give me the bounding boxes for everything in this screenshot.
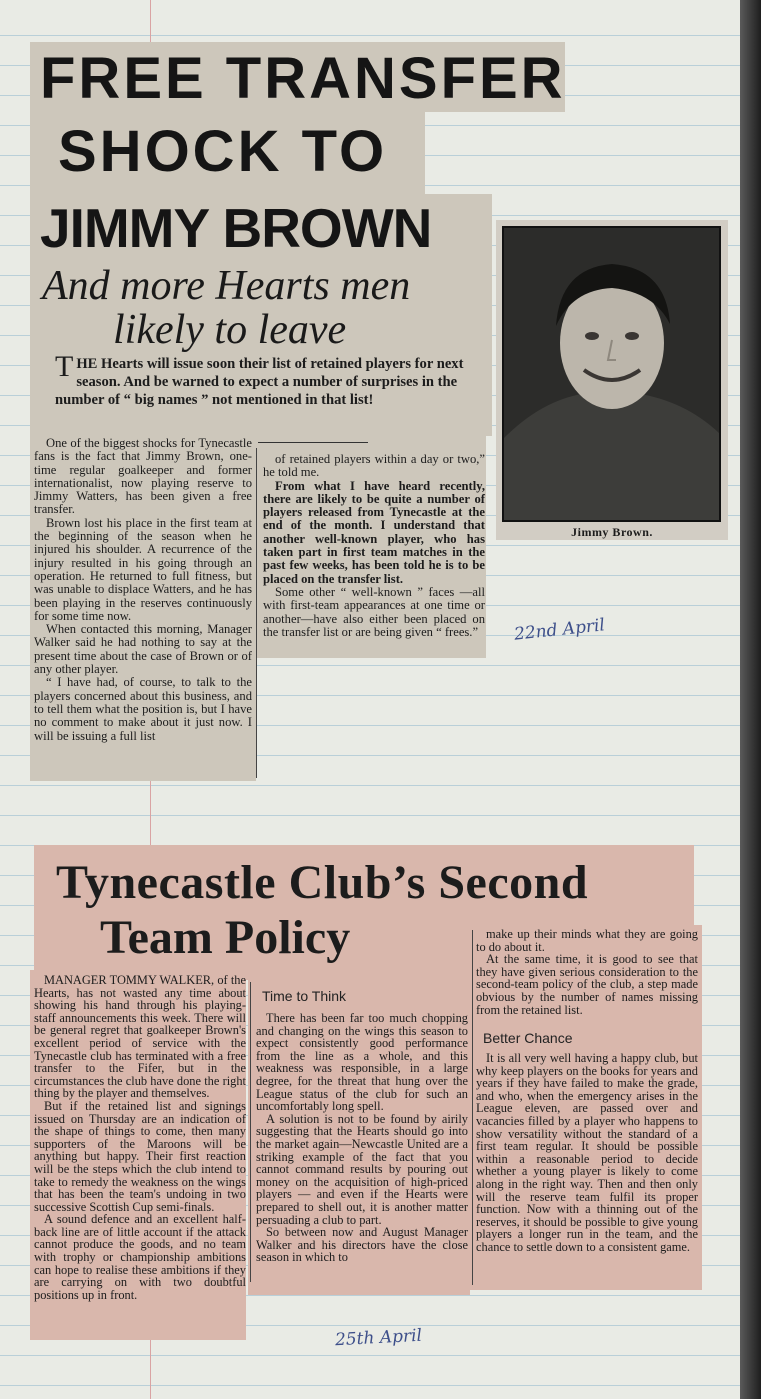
paragraph: MANAGER TOMMY WALKER, of the Hearts, has not wasted any time about showing his hand through his playing-staff announcements this week. There will be general regret that goalkeeper Brown's excellent period of service with the Tynecastle club has terminated with a free transfer to the Fifer, but in the circumstances the club have done the right thing by the player and themselves. bbox=[34, 973, 246, 1101]
paragraph: It is all very well having a happy club, but why keep players on the books for years and years if they have failed to make the grade, and who, when the emergency arises in the League eleven, are passed over and vacancies filled by a player who happens to show versatility without the standard of a first team regular. It should be possible within a reasonable period to decide whether a young player is likely to come along in the right way. Then and then only will the reserve team fulfil its proper function. Now with a thinning out of the reserves, it should be possible to give young players a longer run in the team, and the chance to settle down to a consistent game. bbox=[476, 1051, 698, 1254]
paragraph: Brown lost his place in the first team at the beginning of the season when he injured his shoulder. A recurrence of the injury resulted in his going through an operation. He returned to full fitness, but was unable to displace Watters, and he has been playing in the reserves continuously for some time now. bbox=[34, 515, 252, 623]
column-divider bbox=[472, 930, 473, 1285]
portrait-photo bbox=[502, 226, 721, 522]
paragraph: “ I have had, of course, to talk to the players concerned about this business, and to tell them what the position is, but I have no comment to make about it just now. I will be issuing a full list bbox=[34, 675, 252, 743]
column-rule bbox=[258, 442, 368, 443]
subheadline-line-2: likely to leave bbox=[113, 307, 347, 353]
headline-line-2: SHOCK TO bbox=[58, 119, 388, 184]
paragraph: Some other “ well-known ” faces —all with first-team appearances at one time or another—have also either been placed on the transfer list or are being given “ frees.” bbox=[263, 584, 485, 639]
paragraph-bold: From what I have heard recently, there are likely to be quite a number of players released from Tynecastle at the end of the month. I understand that another well-known player, who has taken part in first team matches in the past few weeks, has been told he is to be placed on the transfer list. bbox=[263, 478, 485, 586]
paragraph: A solution is not to be found by airily suggesting that the Hearts should go into the market again—Newcastle United are a striking example of the fact that you cannot command results by pouring out money on the acquisition of high-priced players — and even if the Hearts were prepared to shell out, it is another matter persuading a club to part. bbox=[256, 1111, 468, 1227]
paragraph: A sound defence and an excellent half-back line are of little account if the attack cannot produce the goods, and no team with trophy or championship ambitions can hope to realise these ambitions if they are carrying on with two doubtful positions up in front. bbox=[34, 1212, 246, 1302]
headline-line-3: JIMMY BROWN bbox=[40, 197, 432, 259]
column-divider bbox=[250, 982, 251, 1282]
photo-caption: Jimmy Brown. bbox=[571, 525, 653, 539]
paragraph: So between now and August Manager Walker and his directors have the close season in which to bbox=[256, 1225, 468, 1265]
article-column-1 bbox=[34, 974, 246, 1301]
lead-paragraph bbox=[55, 350, 487, 409]
handwritten-date: 25th April bbox=[334, 1325, 423, 1351]
paragraph: But if the retained list and signings issued on Thursday are an indication of the shape of things to come, then many supporters of the Maroons will be anything but happy. Their first reaction will be the steps which the club intend to take to remedy the weakness on the wings that has been the team's undoing in two successive Scottish Cup semi-finals. bbox=[34, 1098, 246, 1214]
paragraph: of retained players within a day or two,” he told me. bbox=[263, 452, 485, 480]
lead-text: HE Hearts will issue soon their list of retained players for next season. And be warned to expect a number of surprises in the number of “ big names ” not mentioned in that list! bbox=[55, 356, 464, 408]
drop-cap: T bbox=[55, 350, 74, 383]
article-column-2 bbox=[256, 1012, 468, 1264]
subheading: Better Chance bbox=[483, 1030, 573, 1046]
headline-line-2: Team Policy bbox=[100, 911, 351, 964]
paragraph: One of the biggest shocks for Tynecastle fans is the fact that Jimmy Brown, one-time regular goalkeeper and former internationalist, now playing reserve to Jimmy Watters, has been given a free transfer. bbox=[34, 436, 252, 517]
paragraph: make up their minds what they are going to do about it. bbox=[476, 927, 698, 954]
article-column-3 bbox=[476, 1052, 698, 1254]
portrait-illustration bbox=[504, 228, 719, 520]
article-column-2 bbox=[263, 453, 485, 639]
binding-edge bbox=[740, 0, 761, 1399]
handwritten-date: 22nd April bbox=[513, 615, 606, 645]
paragraph: At the same time, it is good to see that they have given serious consideration to the second-team policy of the club, a step made obvious by the number of names missing from the retained list. bbox=[476, 952, 698, 1017]
article-column-3-top bbox=[476, 928, 698, 1016]
article-column-1 bbox=[34, 437, 252, 743]
column-divider bbox=[256, 448, 257, 778]
headline-line-1: FREE TRANSFER bbox=[40, 46, 566, 111]
subheading: Time to Think bbox=[262, 988, 347, 1004]
subheadline-line-1: And more Hearts men bbox=[42, 263, 411, 309]
paragraph: When contacted this morning, Manager Walker said he had nothing to say at the present time about the case of Brown or of any other player. bbox=[34, 622, 252, 677]
headline-line-1: Tynecastle Club’s Second bbox=[56, 856, 589, 909]
paragraph: There has been far too much chopping and changing on the wings this season to expect consistently good performance from the line as a whole, and this weakness was responsible, in a large degree, for the threat that hung over the League status of the club for such an uncomfortably long spell. bbox=[256, 1011, 468, 1114]
